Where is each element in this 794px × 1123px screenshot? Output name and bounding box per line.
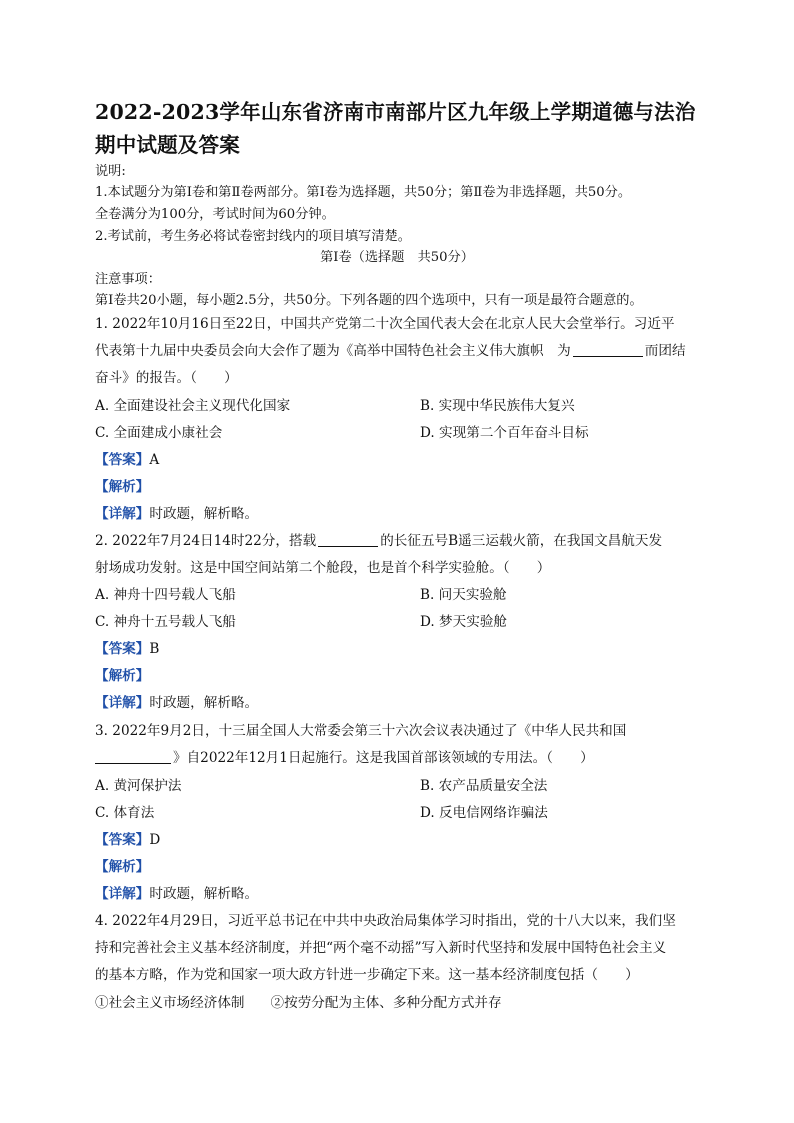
question-2-line-2: 射场成功发射。这是中国空间站第二个舱段，也是首个科学实验舱。（ ） — [95, 560, 551, 576]
question-1-detail — [95, 503, 258, 525]
question-1-option-a: A. 全面建设社会主义现代化国家 — [95, 398, 291, 414]
question-4-option-2: ②按劳分配为主体、多种分配方式并存 — [270, 995, 502, 1011]
question-2-line-1 — [95, 530, 662, 552]
document-title-line-1: 2022-2023学年山东省济南市南部片区九年级上学期道德与法治 — [95, 100, 696, 124]
intro-item-1: 1.本试题分为第Ⅰ卷和第Ⅱ卷两部分。第Ⅰ卷为选择题，共50分；第Ⅱ卷为非选择题，共50分。 — [95, 185, 632, 200]
question-3-line-2 — [95, 747, 594, 769]
question-4-line-2: 持和完善社会主义基本经济制度，并把“两个毫不动摇”写入新时代坚持和发展中国特色社会主义 — [95, 940, 667, 956]
question-3-analysis — [95, 856, 149, 878]
answer-label: 【答案】 — [95, 641, 150, 657]
question-2-option-d: D. 梦天实验舱 — [420, 614, 508, 630]
question-1-option-c: C. 全面建成小康社会 — [95, 425, 223, 441]
question-1-text: 代表第十九届中央委员会向大会作了题为《高举中国特色社会主义伟大旗帜 为 — [95, 343, 571, 359]
question-4-line-3: 的基本方略，作为党和国家一项大政方针进一步确定下来。这一基本经济制度包括（ ） — [95, 967, 639, 983]
question-2-text: 2. 2022年7月24日14时22分，搭载 — [95, 533, 317, 549]
detail-label: 【详解】 — [95, 695, 150, 711]
question-4-line-1: 4. 2022年4月29日，习近平总书记在中共中央政治局集体学习时指出，党的十八大以来，我们坚 — [95, 913, 676, 929]
notice-heading: 注意事项： — [95, 272, 161, 287]
question-2-analysis — [95, 665, 149, 687]
question-3-answer — [95, 829, 160, 851]
question-3-option-d: D. 反电信网络诈骗法 — [420, 805, 548, 821]
section-heading: 第Ⅰ卷（选择题 共50分） — [320, 250, 474, 265]
fill-blank — [573, 342, 643, 357]
detail-text: 时政题，解析略。 — [149, 886, 259, 902]
question-3-text-end: 》自2022年12月1日起施行。这是我国首部该领域的专用法。（ ） — [173, 750, 594, 766]
document-title-line-2: 期中试题及答案 — [95, 133, 240, 157]
question-1-line-1: 1. 2022年10月16日至22日，中国共产党第二十次全国代表大会在北京人民大会堂举行。习近平 — [95, 316, 675, 332]
question-1-line-2 — [95, 340, 686, 362]
question-4-options-row — [95, 992, 502, 1014]
question-1-text-end: 而团结 — [644, 343, 686, 359]
question-2-option-b: B. 问天实验舱 — [420, 587, 507, 603]
answer-label: 【答案】 — [95, 452, 150, 468]
fill-blank — [95, 749, 171, 764]
question-1-option-b: B. 实现中华民族伟大复兴 — [420, 398, 575, 414]
question-2-option-c: C. 神舟十五号载人飞船 — [95, 614, 236, 630]
intro-item-2: 2.考试前，考生务必将试卷密封线内的项目填写清楚。 — [95, 229, 411, 244]
question-1-option-d: D. 实现第二个百年奋斗目标 — [420, 425, 589, 441]
analysis-label: 【解析】 — [95, 668, 150, 684]
question-3-detail — [95, 883, 258, 905]
intro-item-1-continued: 全卷满分为100分，考试时间为60分钟。 — [95, 207, 335, 222]
answer-value: D — [149, 832, 161, 848]
detail-text: 时政题，解析略。 — [149, 695, 259, 711]
question-4-option-1: ①社会主义市场经济体制 — [95, 995, 245, 1011]
analysis-label: 【解析】 — [95, 479, 150, 495]
question-1-analysis — [95, 476, 149, 498]
answer-value: B — [149, 641, 160, 657]
question-2-answer — [95, 638, 159, 660]
detail-label: 【详解】 — [95, 506, 150, 522]
question-3-option-a: A. 黄河保护法 — [95, 778, 182, 794]
analysis-label: 【解析】 — [95, 859, 150, 875]
detail-text: 时政题，解析略。 — [149, 506, 259, 522]
fill-blank — [318, 532, 378, 547]
question-1-line-3: 奋斗》的报告。（ ） — [95, 370, 238, 386]
detail-label: 【详解】 — [95, 886, 150, 902]
answer-value: A — [149, 452, 160, 468]
question-2-text-end: 的长征五号B遥三运载火箭，在我国文昌航天发 — [380, 533, 663, 549]
intro-heading: 说明: — [95, 164, 126, 179]
answer-label: 【答案】 — [95, 832, 150, 848]
question-1-answer — [95, 449, 159, 471]
question-2-option-a: A. 神舟十四号载人飞船 — [95, 587, 236, 603]
question-3-option-c: C. 体育法 — [95, 805, 155, 821]
question-3-option-b: B. 农产品质量安全法 — [420, 778, 548, 794]
notice-text: 第Ⅰ卷共20小题，每小题2.5分，共50分。下列各题的四个选项中，只有一项是最符合题意的。 — [95, 293, 643, 308]
question-3-line-1: 3. 2022年9月2日，十三届全国人大常委会第三十六次会议表决通过了《中华人民共和国 — [95, 723, 627, 739]
question-2-detail — [95, 692, 258, 714]
